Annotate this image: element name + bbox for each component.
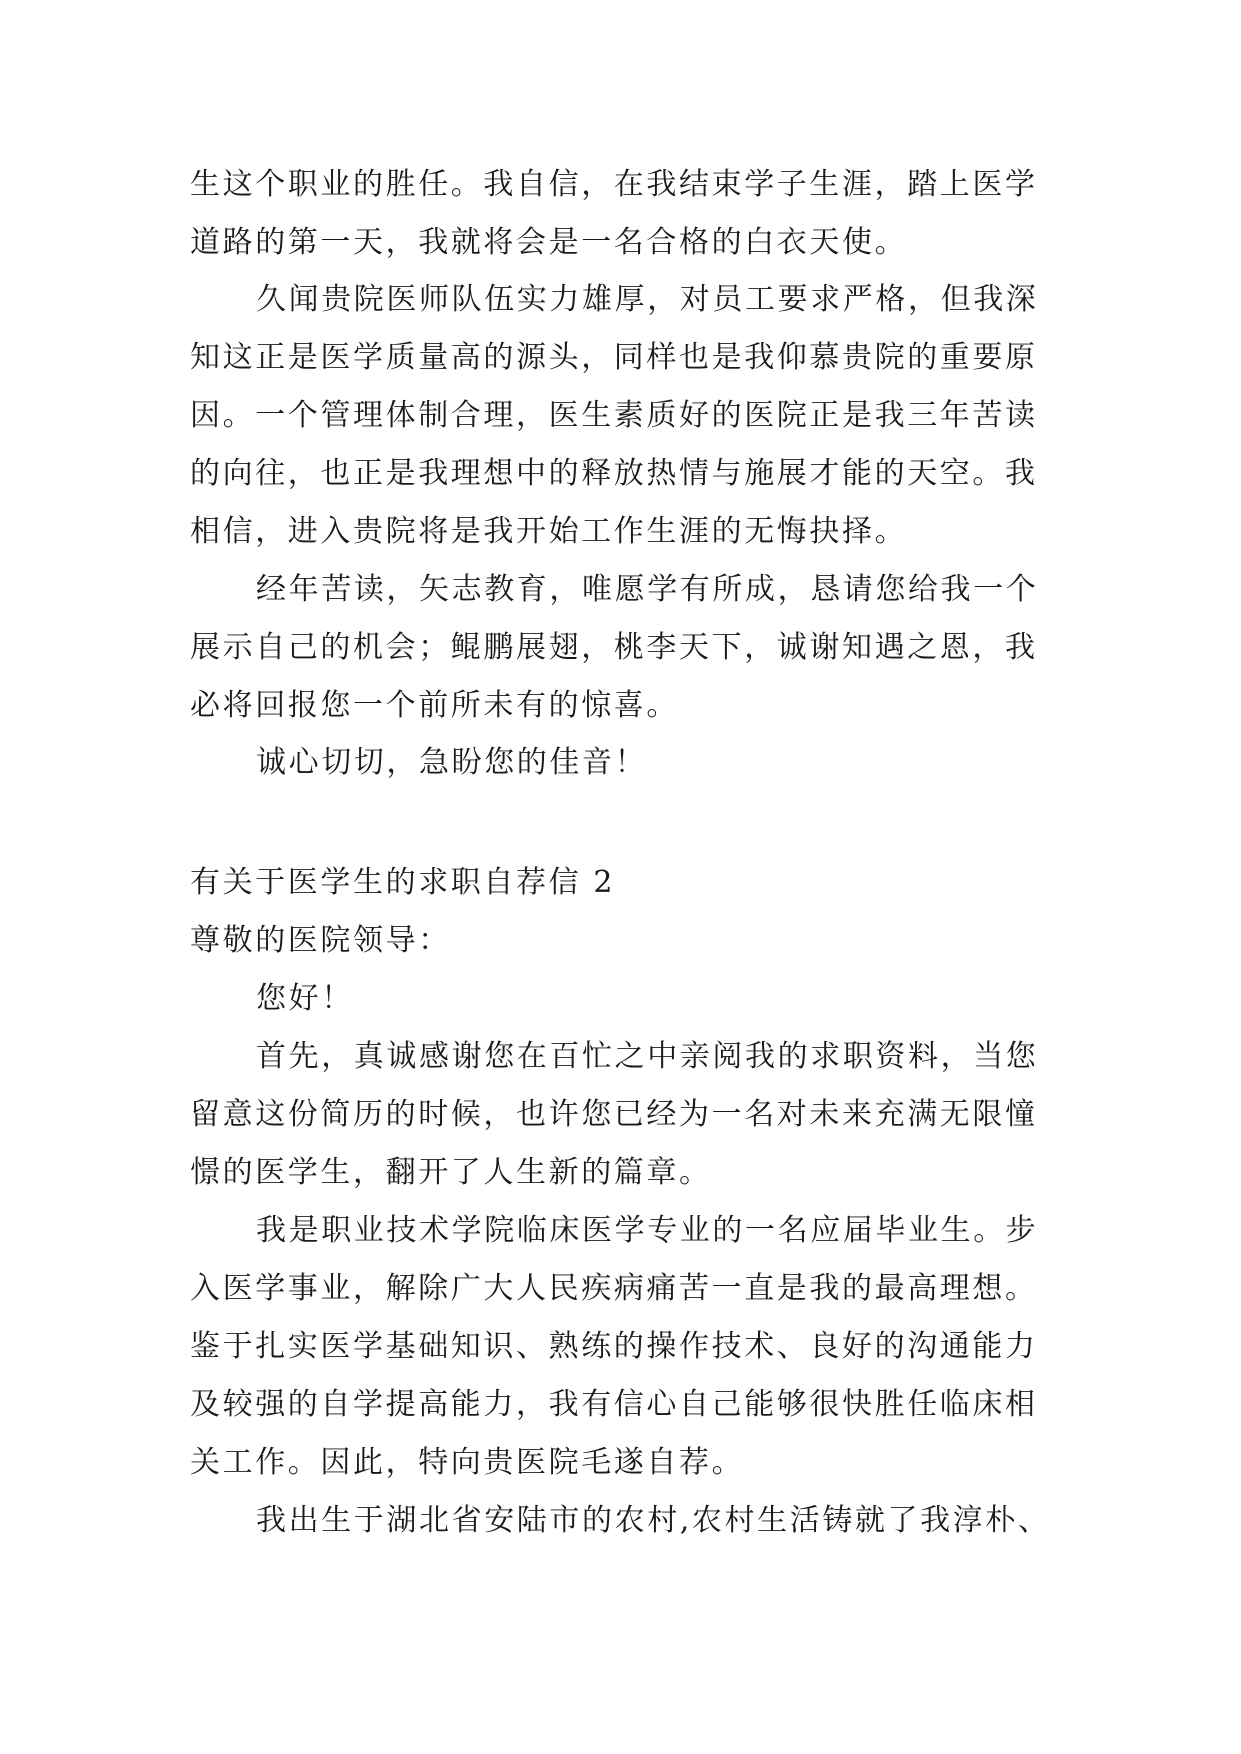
paragraph-line: 知这正是医学质量高的源头，同样也是我仰慕贵院的重要原 — [190, 340, 1038, 375]
paragraph-line: 憬的医学生，翻开了人生新的篇章。 — [190, 1155, 712, 1190]
section-heading: 有关于医学生的求职自荐信 2 — [190, 865, 616, 900]
paragraph-line: 久闻贵院医师队伍实力雄厚，对员工要求严格，但我深 — [256, 282, 1039, 317]
paragraph-line: 首先，真诚感谢您在百忙之中亲阅我的求职资料，当您 — [256, 1039, 1039, 1074]
paragraph-line: 必将回报您一个前所未有的惊喜。 — [190, 688, 679, 723]
greeting: 您好！ — [256, 981, 354, 1016]
paragraph-line: 经年苦读，矢志教育，唯愿学有所成，恳请您给我一个 — [256, 572, 1039, 607]
paragraph-line: 入医学事业，解除广大人民疾病痛苦一直是我的最高理想。 — [190, 1271, 1038, 1306]
paragraph-line: 鉴于扎实医学基础知识、熟练的操作技术、良好的沟通能力 — [190, 1329, 1038, 1364]
paragraph-line: 相信，进入贵院将是我开始工作生涯的无悔抉择。 — [190, 514, 908, 549]
salutation: 尊敬的医院领导： — [190, 923, 451, 958]
paragraph-line: 的向往，也正是我理想中的释放热情与施展才能的天空。我 — [190, 456, 1038, 491]
paragraph-line: 道路的第一天，我就将会是一名合格的白衣天使。 — [190, 225, 908, 260]
paragraph-line: 因。一个管理体制合理，医生素质好的医院正是我三年苦读 — [190, 398, 1038, 433]
paragraph-line: 诚心切切，急盼您的佳音！ — [256, 745, 648, 780]
paragraph-line: 关工作。因此，特向贵医院毛遂自荐。 — [190, 1445, 745, 1480]
paragraph-line: 留意这份简历的时候，也许您已经为一名对未来充满无限憧 — [190, 1097, 1038, 1132]
paragraph-line: 生这个职业的胜任。我自信，在我结束学子生涯，踏上医学 — [190, 167, 1038, 202]
paragraph-line: 我出生于湖北省安陆市的农村,农村生活铸就了我淳朴、 — [256, 1503, 1051, 1538]
paragraph-line: 我是职业技术学院临床医学专业的一名应届毕业生。步 — [256, 1213, 1039, 1248]
paragraph-line: 展示自己的机会；鲲鹏展翅，桃李天下，诚谢知遇之恩，我 — [190, 630, 1038, 665]
paragraph-line: 及较强的自学提高能力，我有信心自己能够很快胜任临床相 — [190, 1387, 1038, 1422]
